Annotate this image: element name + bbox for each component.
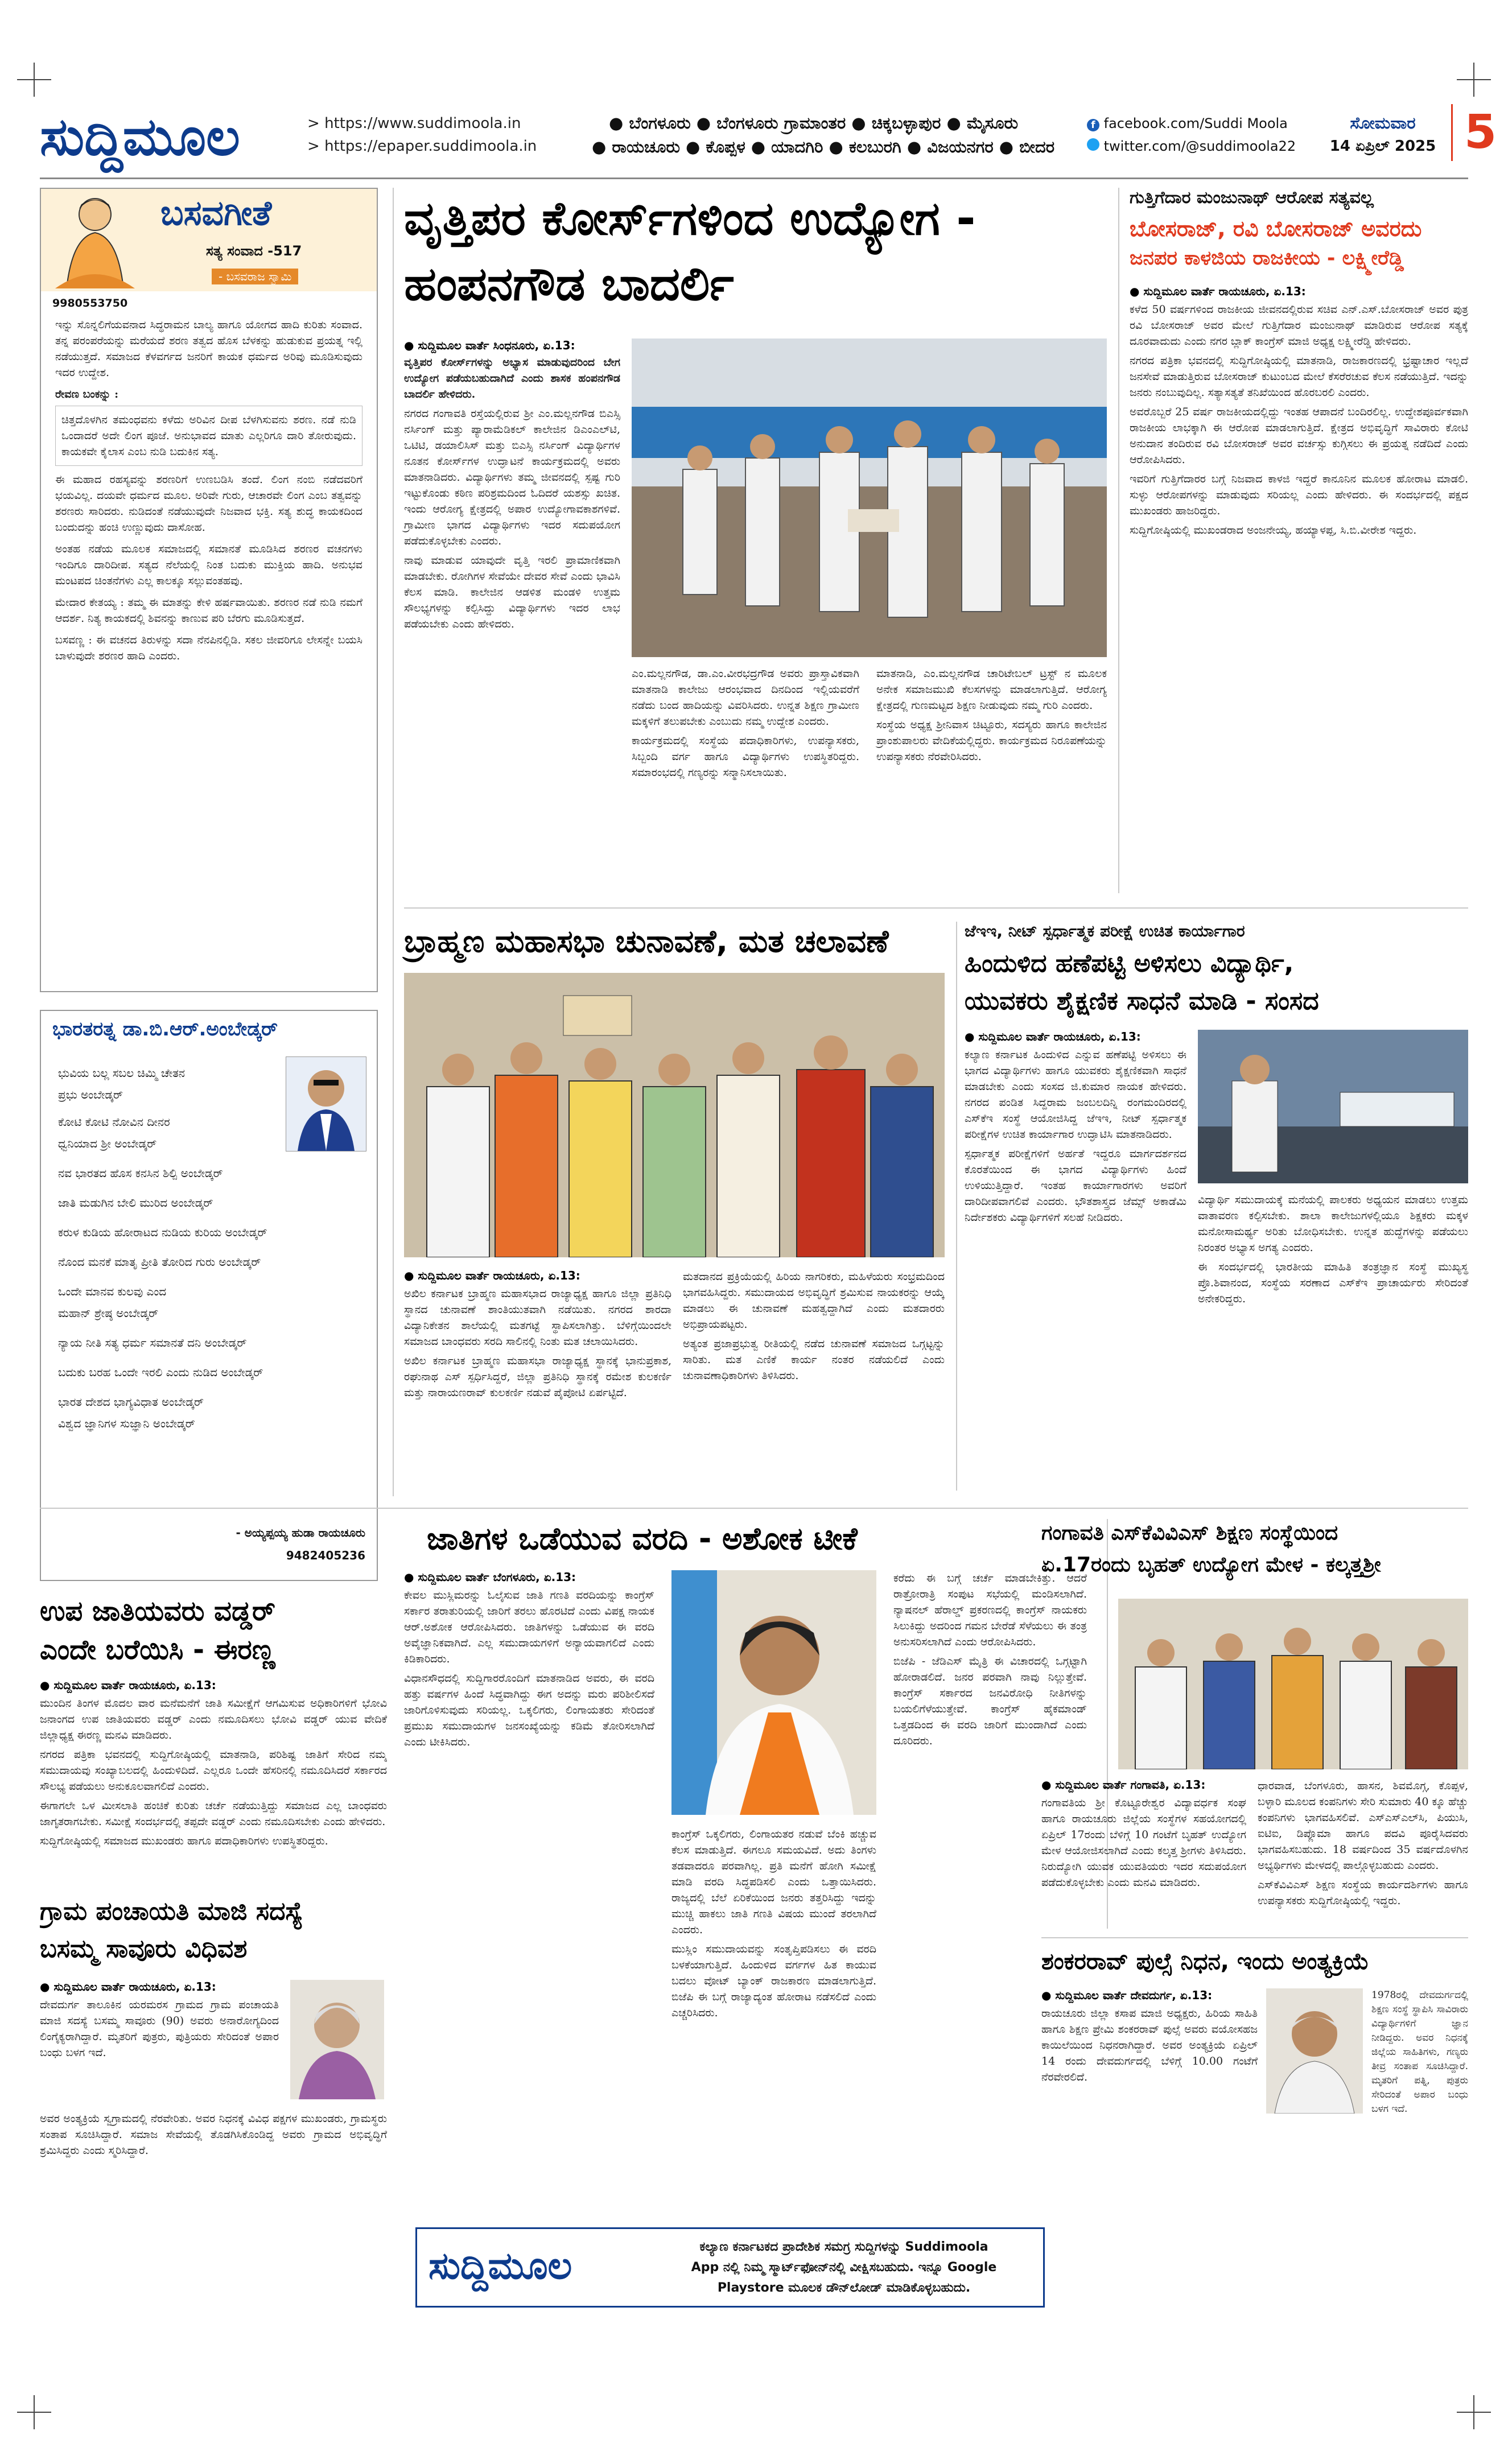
poem-line: ನೊಂದ ಮನಕೆ ಮಾತೃ ಪ್ರೀತಿ ತೋರಿದ ಗುರು ಅಂಬೇಡ್ಕರ್ <box>58 1255 261 1269</box>
jaatigala-col-2 <box>671 1826 876 2021</box>
masthead-logo: ಸುದ್ದಿಮೂಲ <box>40 106 240 167</box>
basavageete-verse: ಚಿತ್ತದೊಳಗಿನ ತಮಂಧವನು ಕಳೆದು ಅರಿವಿನ ದೀಪ ಬೆಳಗಿಸುವನು ಶರಣ. ನಡೆ ನುಡಿ ಒಂದಾದರೆ ಅದೇ ಲಿಂಗ ಪೂಜೆ. ಅನುಭಾವದ ಮಾತು ಎಲ್ಲರಿಗೂ ದಾರಿ ತೋರುವುದು. ಕಾಯಕವೇ ಕೈಲಾಸ ಎಂಬ ನುಡಿ ಬದುಕಿನ ಸತ್ಯ. <box>55 406 362 466</box>
ambedkar-poem-phone: 9482405236 <box>286 1549 365 1562</box>
body-para: ದೇವದುರ್ಗ ತಾಲೂಕಿನ ಯರಮರಸ ಗ್ರಾಮದ ಗ್ರಾಮ ಪಂಚಾಯತಿ ಮಾಜಿ ಸದಸ್ಯೆ ಬಸಮ್ಮ ಸಾವೂರು (90) ಅವರು ಅನಾರೋಗ್ಯದಿಂದ ಲಿಂಗೈಕ್ಯರಾಗಿದ್ದಾರೆ. ಮೃತರಿಗೆ ಪುತ್ರರು, ಪುತ್ರಿಯರು ಸೇರಿದಂತೆ ಅಪಾರ ಬಂಧು ಬಳಗ ಇದೆ. <box>40 1999 279 2059</box>
article-shankararao <box>1041 1946 1468 2219</box>
gutthigedara-headline-1: ಬೋಸರಾಜ್, ರವಿ ಬೋಸರಾಜ್ ಅವರದು <box>1130 216 1422 241</box>
poem-line: ಕೋಟಿ ಕೋಟಿ ನೋವಿನ ದೀನರ <box>58 1115 170 1129</box>
body-para: ಮುಸ್ಲಿಂ ಸಮುದಾಯವನ್ನು ಸಂತೃಪ್ತಿಪಡಿಸಲು ಈ ವರದಿ ಬಳಕೆಯಾಗುತ್ತಿದೆ. ಹಿಂದುಳಿದ ವರ್ಗಗಳ ಹಿತ ಕಾಯುವ ಬದಲು ವೋಟ್ ಬ್ಯಾಂಕ್ ರಾಜಕಾರಣ ಮಾಡಲಾಗುತ್ತಿದೆ. ಬಿಜೆಪಿ ಈ ಬಗ್ಗೆ ರಾಜ್ಯಾದ್ಯಂತ ಹೋರಾಟ ನಡೆಸಲಿದೆ ಎಂದು ಎಚ್ಚರಿಸಿದರು. <box>671 1943 876 2019</box>
ambedkar-poem-title: ಭಾರತರತ್ನ ಡಾ.ಬಿ.ಆರ್.ಅಂಬೇಡ್ಕರ್ <box>52 1018 278 1041</box>
issue-date-text: 14 ಏಪ್ರಿಲ್ 2025 <box>1329 138 1436 155</box>
cities-row-2: ● ರಾಯಚೂರು ● ಕೊಪ್ಪಳ ● ಯಾದಗಿರಿ ● ಕಲಬುರಗಿ ● ವಿಜಯನಗರ ● ಬೀದರ <box>592 137 1055 156</box>
ad-logo: ಸುದ್ದಿಮೂಲ <box>428 2243 572 2288</box>
poem-line: ನವ ಭಾರತದ ಹೊಸ ಕನಸಿನ ಶಿಲ್ಪಿ ಅಂಬೇಡ್ಕರ್ <box>58 1166 223 1180</box>
jaatigala-col-1 <box>404 1570 654 1750</box>
article-grama <box>40 1895 387 2224</box>
poem-line: ಪ್ರಭು ಅಂಬೇಡ್ಕರ್ <box>58 1088 123 1101</box>
body-para: ಸುದ್ದಿಗೋಷ್ಠಿಯಲ್ಲಿ ಮುಖಂಡರಾದ ಅಂಜನೇಯ್ಯ, ಹಯ್ಯಾಳಪ್ಪ, ಸಿ.ಬಿ.ವೀರೇಶ ಇದ್ದರು. <box>1130 524 1417 536</box>
neet-headline-2: ಯುವಕರು ಶೈಕ್ಷಣಿಕ ಸಾಧನೆ ಮಾಡಿ - ಸಂಸದ <box>965 987 1319 1016</box>
gutthigedara-body <box>1130 284 1468 538</box>
crop-mark <box>1457 2395 1491 2429</box>
body-para: ಕೇವಲ ಮುಸ್ಲಿಮರನ್ನು ಓಲೈಸುವ ಜಾತಿ ಗಣತಿ ವರದಿಯನ್ನು ಕಾಂಗ್ರೆಸ್ ಸರ್ಕಾರ ತರಾತುರಿಯಲ್ಲಿ ಜಾರಿಗೆ ತರಲು ಹೊರಟಿದೆ ಎಂದು ವಿಪಕ್ಷ ನಾಯಕ ಆರ್.ಅಶೋಕ ಆರೋಪಿಸಿದರು. ಜಾತಿಗಳನ್ನು ಒಡೆಯುವ ಈ ವರದಿ ಅವೈಜ್ಞಾನಿಕವಾಗಿದೆ. ಎಲ್ಲ ಸಮುದಾಯಗಳಿಗೆ ಅನ್ಯಾಯವಾಗಲಿದೆ ಎಂದು ಕಿಡಿಕಾರಿದರು. <box>404 1589 654 1665</box>
brahmana-col-1 <box>404 1269 671 1401</box>
byline: ● ಸುದ್ದಿಮೂಲ ವಾರ್ತೆ ರಾಯಚೂರು, ಏ.13: <box>965 1030 1141 1043</box>
issue-date <box>1320 111 1445 158</box>
gangavathi-photo <box>1118 1599 1468 1769</box>
body-para: ನಗರದ ಪತ್ರಿಕಾ ಭವನದಲ್ಲಿ ಸುದ್ದಿಗೋಷ್ಠಿಯಲ್ಲಿ ಮಾತನಾಡಿ, ರಾಜಕಾರಣದಲ್ಲಿ ಭ್ರಷ್ಟಾಚಾರ ಇಲ್ಲದೆ ಜನಸೇವೆ ಮಾಡುತ್ತಿರುವ ಬೋಸರಾಜ್ ಕುಟುಂಬದ ಮೇಲೆ ಕೆಸರೆರಚುವ ಕೆಲಸ ನಡೆಯುತ್ತಿದೆ. ಇದನ್ನು ಜನರು ನಂಬುವುದಿಲ್ಲ. ಸತ್ಯಾಸತ್ಯತೆ ತನಿಖೆಯಿಂದ ಹೊರಬರಲಿ ಎಂದರು. <box>1130 354 1468 399</box>
poem-line: ವಿಶ್ವದ ಜ್ಞಾನಿಗಳ ಸುಜ್ಞಾನಿ ಅಂಬೇಡ್ಕರ್ <box>58 1417 195 1430</box>
basavageete-body <box>55 317 362 664</box>
site-links <box>307 112 537 158</box>
body-para: ಅತ್ಯಂತ ಪ್ರಜಾಪ್ರಭುತ್ವ ರೀತಿಯಲ್ಲಿ ನಡೆದ ಚುನಾವಣೆ ಸಮಾಜದ ಒಗ್ಗಟ್ಟನ್ನು ಸಾರಿತು. ಮತ ಎಣಿಕೆ ಕಾರ್ಯ ನಂತರ ನಡೆಯಲಿದೆ ಎಂದು ಚುನಾವಣಾಧಿಕಾರಿಗಳು ತಿಳಿಸಿದರು. <box>683 1338 945 1382</box>
body-para: ಮತದಾನದ ಪ್ರಕ್ರಿಯೆಯಲ್ಲಿ ಹಿರಿಯ ನಾಗರಿಕರು, ಮಹಿಳೆಯರು ಸಂಭ್ರಮದಿಂದ ಭಾಗವಹಿಸಿದ್ದರು. ಸಮುದಾಯದ ಅಭಿವೃದ್ಧಿಗೆ ಶ್ರಮಿಸುವ ನಾಯಕರನ್ನು ಆಯ್ಕೆ ಮಾಡಲು ಈ ಚುನಾವಣೆ ಮಹತ್ವದ್ದಾಗಿದೆ ಎಂದು ಮತದಾರರು ಅಭಿಪ್ರಾಯಪಟ್ಟರು. <box>683 1270 945 1331</box>
column-rule <box>1118 188 1119 893</box>
body-para: ಎಸ್‌ಕೆವಿವಿಎಸ್ ಶಿಕ್ಷಣ ಸಂಸ್ಥೆಯ ಕಾರ್ಯದರ್ಶಿಗಳು ಹಾಗೂ ಉಪನ್ಯಾಸಕರು ಸುದ್ದಿಗೋಷ್ಠಿಯಲ್ಲಿ ಇದ್ದರು. <box>1258 1879 1468 1907</box>
body-para: ಮುಂದಿನ ತಿಂಗಳ ಮೊದಲ ವಾರ ಮನೆಮನೆಗೆ ಜಾತಿ ಸಮೀಕ್ಷೆಗೆ ಆಗಮಿಸುವ ಅಧಿಕಾರಿಗಳಿಗೆ ಭೋವಿ ಜನಾಂಗದ ಉಪ ಜಾತಿಯವರು ವಡ್ಡರ್ ಎಂದು ನಮೂದಿಸಲು ಭೋವಿ ವಡ್ಡರ್ ಯುವ ವೇದಿಕೆ ಜಿಲ್ಲಾಧ್ಯಕ್ಷ ಈರಣ್ಣ ಮನವಿ ಮಾಡಿದರು. <box>40 1697 387 1741</box>
vruttipara-col-3 <box>876 666 1107 765</box>
basavageete-phone: 9980553750 <box>52 297 128 309</box>
neet-headline-1: ಹಿಂದುಳಿದ ಹಣೆಪಟ್ಟಿ ಅಳಿಸಲು ವಿದ್ಯಾರ್ಥಿ, <box>965 949 1294 978</box>
basavageete-author: - ಬಸವರಾಜ ಸ್ವಾಮಿ <box>212 269 298 284</box>
poem-line: ಭಾರತ ದೇಶದ ಭಾಗ್ಯವಿಧಾತ ಅಂಬೇಡ್ಕರ್ <box>58 1395 204 1409</box>
article-jaatigala <box>404 1519 1087 2196</box>
ambedkar-poem-author: - ಅಯ್ಯಪ್ಪಯ್ಯ ಹುಡಾ ರಾಯಚೂರು <box>236 1526 365 1540</box>
body-para: ಗಂಗಾವತಿಯ ಶ್ರೀ ಕೊಟ್ಟೂರೇಶ್ವರ ವಿದ್ಯಾವರ್ಧಕ ಸಂಘ ಹಾಗೂ ರಾಯಚೂರು ಜಿಲ್ಲೆಯ ಸಂಸ್ಥೆಗಳ ಸಹಯೋಗದಲ್ಲಿ ಏಪ್ರಿಲ್ 17ರಂದು ಬೆಳಿಗ್ಗೆ 10 ಗಂಟೆಗೆ ಬೃಹತ್ ಉದ್ಯೋಗ ಮೇಳ ಆಯೋಜಿಸಲಾಗಿದೆ ಎಂದು ಕಲ್ಕತ್ತ ಶ್ರೀಗಳು ತಿಳಿಸಿದರು. ನಿರುದ್ಯೋಗಿ ಯುವಕ ಯುವತಿಯರು ಇದರ ಸದುಪಯೋಗ ಪಡೆದುಕೊಳ್ಳಬೇಕು ಎಂದು ಮನವಿ ಮಾಡಿದರು. <box>1041 1797 1246 1889</box>
ad-line: Playstore ಮೂಲಕ ಡೌನ್‌ಲೋಡ್ ಮಾಡಿಕೊಳ್ಳಬಹುದು. <box>717 2281 971 2295</box>
article-neet <box>965 922 1468 1491</box>
lead-para: ವೃತ್ತಿಪರ ಕೋರ್ಸ್‌ಗಳನ್ನು ಅಭ್ಯಾಸ ಮಾಡುವುದರಿಂದ ಬೇಗ ಉದ್ಯೋಗ ಪಡೆಯಬಹುದಾಗಿದೆ ಎಂದು ಶಾಸಕ ಹಂಪನಗೌಡ ಬಾದರ್ಲಿ ಹೇಳಿದರು. <box>404 356 620 401</box>
body-para: ಕಾರ್ಯಕ್ರಮದಲ್ಲಿ ಸಂಸ್ಥೆಯ ಪದಾಧಿಕಾರಿಗಳು, ಉಪನ್ಯಾಸಕರು, ಸಿಬ್ಬಂದಿ ವರ್ಗ ಹಾಗೂ ವಿದ್ಯಾರ್ಥಿಗಳು ಉಪಸ್ಥಿತರಿದ್ದರು. ಸಮಾರಂಭದಲ್ಲಿ ಗಣ್ಯರನ್ನು ಸನ್ಮಾನಿಸಲಾಯಿತು. <box>632 734 859 779</box>
body-para: ಸ್ಪರ್ಧಾತ್ಮಕ ಪರೀಕ್ಷೆಗಳಿಗೆ ಅರ್ಹತೆ ಇದ್ದರೂ ಮಾರ್ಗದರ್ಶನದ ಕೊರತೆಯಿಂದ ಈ ಭಾಗದ ವಿದ್ಯಾರ್ಥಿಗಳು ಹಿಂದೆ ಉಳಿಯುತ್ತಿದ್ದಾರೆ. ಇಂತಹ ಕಾರ್ಯಾಗಾರಗಳು ಅವರಿಗೆ ದಾರಿದೀಪವಾಗಲಿವೆ ಎಂದರು. ಭೌತಶಾಸ್ತ್ರದ ಜೆಮ್ಸ್ ಅಕಾಡೆಮಿ ನಿರ್ದೇಶಕರು ವಿದ್ಯಾರ್ಥಿಗಳಿಗೆ ಸಲಹೆ ನೀಡಿದರು. <box>965 1148 1186 1224</box>
byline: ● ಸುದ್ದಿಮೂಲ ವಾರ್ತೆ ದೇವದುರ್ಗ, ಏ.13: <box>1041 1988 1213 2002</box>
article-gutthigedara <box>1130 188 1468 893</box>
brahmana-headline: ಬ್ರಾಹ್ಮಣ ಮಹಾಸಭಾ ಚುನಾವಣೆ, ಮತ ಚಲಾವಣೆ <box>404 923 889 959</box>
gutthigedara-kicker: ಗುತ್ತಿಗೆದಾರ ಮಂಜುನಾಥ್ ಆರೋಪ ಸತ್ಯವಲ್ಲ <box>1130 188 1374 208</box>
social-links <box>1087 112 1296 158</box>
ambedkar-poem-lines <box>58 1062 365 1434</box>
body-para: ಮಾತನಾಡಿ, ಎಂ.ಮಲ್ಲನಗೌಡ ಚಾರಿಟೇಬಲ್ ಟ್ರಸ್ಟ್ ನ ಮೂಲಕ ಅನೇಕ ಸಮಾಜಮುಖಿ ಕೆಲಸಗಳನ್ನು ಮಾಡಲಾಗುತ್ತಿದೆ. ಆರೋಗ್ಯ ಕ್ಷೇತ್ರದಲ್ಲಿ ಗುಣಮಟ್ಟದ ಶಿಕ್ಷಣ ನೀಡುವುದು ನಮ್ಮ ಗುರಿ ಎಂದರು. <box>876 667 1107 712</box>
masthead-rule <box>40 178 1468 179</box>
article-vruttipara <box>404 188 1110 893</box>
column-rule <box>393 188 394 1496</box>
gangavathi-col-1 <box>1041 1778 1246 1891</box>
grama-photo <box>290 1980 384 2099</box>
upa-jaati-headline-2: ಎಂದೇ ಬರೆಯಿಸಿ - ಈರಣ್ಣ <box>40 1634 275 1666</box>
ambedkar-poem-box <box>40 1010 378 1581</box>
ad-line: App ನಲ್ಲಿ ನಿಮ್ಮ ಸ್ಮಾರ್ಟ್‌ಫೋನ್‌ನಲ್ಲಿ ವೀಕ್ಷಿಸಬಹುದು. ಇನ್ನೂ Google <box>691 2260 997 2275</box>
jaatigala-headline: ಜಾತಿಗಳ ಒಡೆಯುವ ವರದಿ - ಅಶೋಕ ಟೀಕೆ <box>427 1521 858 1557</box>
upa-jaati-body <box>40 1678 387 1849</box>
basavageete-para: ಬಸವಣ್ಣ : ಈ ವಚನದ ತಿರುಳನ್ನು ಸದಾ ನೆನಪಿನಲ್ಲಿಡಿ. ಸಕಲ ಜೀವರಿಗೂ ಲೇಸನ್ನೇ ಬಯಸಿ ಬಾಳುವುದೇ ಶರಣರ ಹಾದಿ ಎಂದರು. <box>55 634 362 662</box>
app-advertisement <box>415 2227 1045 2308</box>
grama-headline-2: ಬಸಮ್ಮ ಸಾವೂರು ವಿಧಿವಶ <box>40 1934 248 1963</box>
basavageete-box <box>40 188 378 992</box>
vruttipara-col-1 <box>404 339 620 632</box>
body-para: ಅವರ ಅಂತ್ಯಕ್ರಿಯೆ ಸ್ವಗ್ರಾಮದಲ್ಲಿ ನೆರವೇರಿತು. ಅವರ ನಿಧನಕ್ಕೆ ವಿವಿಧ ಪಕ್ಷಗಳ ಮುಖಂಡರು, ಗ್ರಾಮಸ್ಥರು ಸಂತಾಪ ಸೂಚಿಸಿದ್ದಾರೆ. ಸಮಾಜ ಸೇವೆಯಲ್ಲಿ ತೊಡಗಿಸಿಕೊಂಡಿದ್ದ ಅವರು ಗ್ರಾಮದ ಅಭಿವೃದ್ಧಿಗೆ ಶ್ರಮಿಸಿದ್ದರು ಎಂದು ಸ್ಮರಿಸಿದ್ದಾರೆ. <box>40 2112 387 2157</box>
basavageete-banner <box>41 189 377 291</box>
body-para: ನಗರದ ಪತ್ರಿಕಾ ಭವನದಲ್ಲಿ ಸುದ್ದಿಗೋಷ್ಠಿಯಲ್ಲಿ ಮಾತನಾಡಿ, ಪರಿಶಿಷ್ಟ ಜಾತಿಗೆ ಸೇರಿದ ನಮ್ಮ ಸಮುದಾಯವು ಸಂಖ್ಯಾಬಲದಲ್ಲಿ ಹಿಂದುಳಿದಿದೆ. ಎಲ್ಲರೂ ಒಂದೇ ಹೆಸರಿನಲ್ಲಿ ನಮೂದಿಸಿದರೆ ಸರ್ಕಾರದ ಸೌಲಭ್ಯ ಪಡೆಯಲು ಅನುಕೂಲವಾಗಲಿದೆ ಎಂದರು. <box>40 1748 387 1793</box>
article-upa-jaati <box>40 1593 387 1889</box>
upa-jaati-headline-1: ಉಪ ಜಾತಿಯವರು ವಡ್ಡರ್ <box>40 1595 275 1627</box>
section-rule <box>404 907 1468 909</box>
gangavathi-headline-2: ಏ.17ರಂದು ಬೃಹತ್ ಉದ್ಯೋಗ ಮೇಳ - ಕಲ್ಕತ್ತಶ್ರೀ <box>1041 1553 1381 1576</box>
poem-line: ಧ್ವನಿಯಾದ ಶ್ರೀ ಅಂಬೇಡ್ಕರ್ <box>58 1137 157 1150</box>
column-rule <box>956 922 957 1491</box>
facebook-link[interactable]: f facebook.com/Suddi Moola <box>1087 112 1296 135</box>
basavanna-figure <box>50 192 141 288</box>
shankararao-headline: ಶಂಕರರಾವ್ ಪುಲ್ಸೆ ನಿಧನ, ಇಂದು ಅಂತ್ಯಕ್ರಿಯೆ <box>1041 1949 1369 1975</box>
body-para: ಬಿಜೆಪಿ - ಜೆಡಿಎಸ್ ಮೈತ್ರಿ ಈ ವಿಚಾರದಲ್ಲಿ ಒಗ್ಗಟ್ಟಾಗಿ ಹೋರಾಡಲಿದೆ. ಜನರ ಪರವಾಗಿ ನಾವು ನಿಲ್ಲುತ್ತೇವೆ. ಕಾಂಗ್ರೆಸ್ ಸರ್ಕಾರದ ಜನವಿರೋಧಿ ನೀತಿಗಳನ್ನು ಬಯಲಿಗೆಳೆಯುತ್ತೇವೆ. ಕಾಂಗ್ರೆಸ್ ಹೈಕಮಾಂಡ್ ಒತ್ತಡದಿಂದ ಈ ವರದಿ ಜಾರಿಗೆ ಮುಂದಾಗಿದೆ ಎಂದು ದೂರಿದರು. <box>893 1655 1087 1747</box>
shankararao-col-2 <box>1371 1988 1468 2116</box>
basavageete-title: ಬಸವಗೀತೆ <box>160 193 272 233</box>
gangavathi-col-2 <box>1258 1778 1468 1909</box>
ad-line: ಕಲ್ಯಾಣ ಕರ್ನಾಟಕದ ಪ್ರಾದೇಶಿಕ ಸಮಗ್ರ ಸುದ್ದಿಗಳನ್ನು Suddimoola <box>699 2240 988 2254</box>
website-link[interactable]: > https://www.suddimoola.in <box>307 115 521 132</box>
byline: ● ಸುದ್ದಿಮೂಲ ವಾರ್ತೆ ರಾಯಚೂರು, ಏ.13: <box>1130 284 1306 298</box>
grama-col <box>40 1980 279 2061</box>
vruttipara-photo <box>632 339 1107 657</box>
grama-headline-1: ಗ್ರಾಮ ಪಂಚಾಯತಿ ಮಾಜಿ ಸದಸ್ಯೆ <box>40 1897 303 1926</box>
body-para: ಕರೆದು ಈ ಬಗ್ಗೆ ಚರ್ಚೆ ಮಾಡಬೇಕಿತ್ತು. ಆದರೆ ರಾತ್ರೋರಾತ್ರಿ ಸಂಪುಟ ಸಭೆಯಲ್ಲಿ ಮಂಡಿಸಲಾಗಿದೆ. ನ್ಯಾಷನಲ್ ಹೆರಾಲ್ಡ್ ಪ್ರಕರಣದಲ್ಲಿ ಕಾಂಗ್ರೆಸ್ ನಾಯಕರು ಸಿಲುಕಿದ್ದು ಅದರಿಂದ ಗಮನ ಬೇರೆಡೆ ಸೆಳೆಯಲು ಈ ತಂತ್ರ ಅನುಸರಿಸಲಾಗಿದೆ ಎಂದು ಆರೋಪಿಸಿದರು. <box>893 1572 1087 1648</box>
twitter-link[interactable]: twitter.com/@suddimoola22 <box>1087 135 1296 158</box>
gangavathi-headline-1: ಗಂಗಾವತಿ ಎಸ್‌ಕೆವಿವಿಎಸ್ ಶಿಕ್ಷಣ ಸಂಸ್ಥೆಯಿಂದ <box>1041 1521 1338 1545</box>
poem-line: ಬದುಕು ಬರಹ ಒಂದೇ ಇರಲಿ ಎಂದು ನುಡಿದ ಅಂಬೇಡ್ಕರ್ <box>58 1365 263 1379</box>
facebook-icon: f <box>1087 119 1099 131</box>
crop-mark <box>1457 63 1491 97</box>
poem-line: ಮಹಾನ್ ಶ್ರೇಷ್ಠ ಅಂಬೇಡ್ಕರ್ <box>58 1306 159 1320</box>
body-para: ಕಳೆದ 50 ವರ್ಷಗಳಿಂದ ರಾಜಕೀಯ ಜೀವನದಲ್ಲಿರುವ ಸಚಿವ ಎನ್.ಎಸ್.ಬೋಸರಾಜ್ ಅವರ ಪುತ್ರ ರವಿ ಬೋಸರಾಜ್ ಅವರ ಮೇಲೆ ಗುತ್ತಿಗೆದಾರ ಮಂಜುನಾಥ್ ಮಾಡಿರುವ ಆರೋಪ ಸತ್ಯಕ್ಕೆ ದೂರವಾದುದು ಎಂದು ನಗರ ಬ್ಲಾಕ್ ಕಾಂಗ್ರೆಸ್ ಮಾಜಿ ಅಧ್ಯಕ್ಷ ಲಕ್ಷ್ಮೀರೆಡ್ಡಿ ಹೇಳಿದರು. <box>1130 303 1468 348</box>
body-para: ಇವರಿಗೆ ಗುತ್ತಿಗೆದಾರರ ಬಗ್ಗೆ ನಿಜವಾದ ಕಾಳಜಿ ಇದ್ದರೆ ಕಾನೂನಿನ ಮೂಲಕ ಹೋರಾಟ ಮಾಡಲಿ. ಸುಳ್ಳು ಆರೋಪಗಳನ್ನು ಮಾಡುವುದು ಸರಿಯಲ್ಲ ಎಂದು ಹೇಳಿದರು. ಈ ಸಂದರ್ಭದಲ್ಲಿ ಪಕ್ಷದ ಮುಖಂಡರು ಹಾಜರಿದ್ದರು. <box>1130 473 1468 517</box>
body-para: ಈಗಾಗಲೇ ಒಳ ಮೀಸಲಾತಿ ಹಂಚಿಕೆ ಕುರಿತು ಚರ್ಚೆ ನಡೆಯುತ್ತಿದ್ದು ಸಮಾಜದ ಎಲ್ಲ ಬಾಂಧವರು ಜಾಗೃತರಾಗಬೇಕು. ಸಮೀಕ್ಷೆ ಸಂದರ್ಭದಲ್ಲಿ ತಪ್ಪದೇ ವಡ್ಡರ್ ಎಂದು ನಮೂದಿಸಬೇಕು ಎಂದು ಹೇಳಿದರು. <box>40 1799 387 1828</box>
crop-mark <box>17 63 51 97</box>
neet-col-1 <box>965 1030 1186 1225</box>
body-para: ಕಾಂಗ್ರೆಸ್ ಒಕ್ಕಲಿಗರು, ಲಿಂಗಾಯತರ ನಡುವೆ ಬೆಂಕಿ ಹಚ್ಚುವ ಕೆಲಸ ಮಾಡುತ್ತಿದೆ. ಈಗಲೂ ಸಮಯವಿದೆ. ಅದು ತಿಂಗಳು ತಡವಾದರೂ ಪರವಾಗಿಲ್ಲ. ಪ್ರತಿ ಮನೆಗೆ ಹೋಗಿ ಸಮೀಕ್ಷೆ ಮಾಡಿ ವರದಿ ಸಿದ್ಧಪಡಿಸಲಿ ಎಂದು ಒತ್ತಾಯಿಸಿದರು. ರಾಜ್ಯದಲ್ಲಿ ಬೆಲೆ ಏರಿಕೆಯಿಂದ ಜನರು ತತ್ತರಿಸಿದ್ದು ಇದನ್ನು ಮುಚ್ಚಿ ಹಾಕಲು ಜಾತಿ ಗಣತಿ ವಿಷಯ ಮುಂದೆ ತರಲಾಗಿದೆ ಎಂದರು. <box>671 1828 876 1936</box>
jaatigala-photo <box>671 1570 876 1815</box>
body-para: ನಾವು ಮಾಡುವ ಯಾವುದೇ ವೃತ್ತಿ ಇರಲಿ ಪ್ರಾಮಾಣಿಕವಾಗಿ ಮಾಡಬೇಕು. ರೋಗಿಗಳ ಸೇವೆಯೇ ದೇವರ ಸೇವೆ ಎಂದು ಭಾವಿಸಿ ಕೆಲಸ ಮಾಡಿ. ಕಾಲೇಜಿನ ಆಡಳಿತ ಮಂಡಳಿ ಉತ್ತಮ ಸೌಲಭ್ಯಗಳನ್ನು ಕಲ್ಪಿಸಿದ್ದು ವಿದ್ಯಾರ್ಥಿಗಳು ಇದರ ಲಾಭ ಪಡೆಯಬೇಕು ಎಂದು ಹೇಳಿದರು. <box>404 554 620 630</box>
section-rule <box>40 1508 1468 1509</box>
brahmana-col-2 <box>683 1269 945 1384</box>
vruttipara-col-2 <box>632 666 859 781</box>
body-para: ವಿಧಾನಸೌಧದಲ್ಲಿ ಸುದ್ದಿಗಾರರೊಂದಿಗೆ ಮಾತನಾಡಿದ ಅವರು, ಈ ವರದಿ ಹತ್ತು ವರ್ಷಗಳ ಹಿಂದೆ ಸಿದ್ಧವಾಗಿದ್ದು ಈಗ ಅದನ್ನು ಮರು ಪರಿಶೀಲಿಸದೆ ಜಾರಿಗೊಳಿಸುವುದು ಸರಿಯಲ್ಲ. ಒಕ್ಕಲಿಗರು, ಲಿಂಗಾಯತರು ಸೇರಿದಂತೆ ಪ್ರಮುಖ ಸಮುದಾಯಗಳ ಜನಸಂಖ್ಯೆಯನ್ನು ಕಡಿಮೆ ತೋರಿಸಲಾಗಿದೆ ಎಂದು ಟೀಕಿಸಿದರು. <box>404 1672 654 1748</box>
byline: ● ಸುದ್ದಿಮೂಲ ವಾರ್ತೆ ಸಿಂಧನೂರು, ಏ.13: <box>404 339 575 352</box>
vruttipara-headline-1: ವೃತ್ತಿಪರ ಕೋರ್ಸ್‌ಗಳಿಂದ ಉದ್ಯೋಗ - <box>404 192 976 246</box>
neet-photo <box>1198 1030 1468 1183</box>
neet-col-2 <box>1198 1192 1468 1307</box>
poem-line: ಕರುಳ ಕುಡಿಯ ಹೋರಾಟದ ನುಡಿಯ ಕುರಿಯ ಅಂಬೇಡ್ಕರ್ <box>58 1225 267 1239</box>
page-number: 5 <box>1451 104 1497 161</box>
poem-line: ನ್ಯಾಯ ನೀತಿ ಸತ್ಯ ಧರ್ಮ ಸಮಾನತೆ ದನಿ ಅಂಬೇಡ್ಕರ್ <box>58 1336 247 1349</box>
grama-col-full <box>40 2111 387 2158</box>
poem-line: ಜಾತಿ ಮಡುಗಿನ ಬೇಲಿ ಮುರಿದ ಅಂಬೇಡ್ಕರ್ <box>58 1196 213 1210</box>
body-para: ಅಖಿಲ ಕರ್ನಾಟಕ ಬ್ರಾಹ್ಮಣ ಮಹಾಸಭಾದ ರಾಜ್ಯಾಧ್ಯಕ್ಷ ಹಾಗೂ ಜಿಲ್ಲಾ ಪ್ರತಿನಿಧಿ ಸ್ಥಾನದ ಚುನಾವಣೆ ಶಾಂತಿಯುತವಾಗಿ ನಡೆಯಿತು. ನಗರದ ಶಾರದಾ ವಿದ್ಯಾನಿಕೇತನ ಶಾಲೆಯಲ್ಲಿ ಮತಗಟ್ಟೆ ಸ್ಥಾಪಿಸಲಾಗಿತ್ತು. ಬೆಳಿಗ್ಗೆಯಿಂದಲೇ ಸಮಾಜದ ಬಾಂಧವರು ಸರದಿ ಸಾಲಿನಲ್ಲಿ ನಿಂತು ಮತ ಚಲಾಯಿಸಿದರು. <box>404 1287 671 1348</box>
poem-line: ಭುವಿಯ ಬಲ್ಲ ಸಬಲ ಚಿಮ್ಮಿ ಚೇತನ <box>58 1066 185 1080</box>
body-para: ನಗರದ ಗಂಗಾವತಿ ರಸ್ತೆಯಲ್ಲಿರುವ ಶ್ರೀ ಎಂ.ಮಲ್ಲನಗೌಡ ಬಿಎಸ್ಸಿ ನರ್ಸಿಂಗ್ ಮತ್ತು ಪ್ಯಾರಾಮೆಡಿಕಲ್ ಕಾಲೇಜಿನ ಡಿಎಂಎಲ್‌ಟಿ, ಒಟಿಟಿ, ಡಯಾಲಿಸಿಸ್ ಮತ್ತು ಬಿಎಸ್ಸಿ ನರ್ಸಿಂಗ್ ವಿದ್ಯಾರ್ಥಿಗಳ ನೂತನ ಕೋರ್ಸ್‌ಗಳ ಉದ್ಘಾಟನೆ ಕಾರ್ಯಕ್ರಮದಲ್ಲಿ ಅವರು ಮಾತನಾಡಿದರು. ವಿದ್ಯಾರ್ಥಿಗಳು ತಮ್ಮ ಜೀವನದಲ್ಲಿ ಸ್ಪಷ್ಟ ಗುರಿ ಇಟ್ಟುಕೊಂಡು ಕಠಿಣ ಪರಿಶ್ರಮದಿಂದ ಓದಿದರೆ ಯಶಸ್ಸು ಖಚಿತ. ಇಂದು ಆರೋಗ್ಯ ಕ್ಷೇತ್ರದಲ್ಲಿ ಅಪಾರ ಉದ್ಯೋಗಾವಕಾಶಗಳಿವೆ. ಗ್ರಾಮೀಣ ಭಾಗದ ವಿದ್ಯಾರ್ಥಿಗಳು ಇದರ ಸದುಪಯೋಗ ಪಡೆದುಕೊಳ್ಳಬೇಕು ಎಂದರು. <box>404 407 620 547</box>
shankararao-photo <box>1266 1988 1363 2114</box>
gutthigedara-headline-2: ಜನಪರ ಕಾಳಜಿಯ ರಾಜಕೀಯ - ಲಕ್ಷ್ಮೀರೆಡ್ಡಿ <box>1130 247 1404 270</box>
body-para: ಈ ಸಂದರ್ಭದಲ್ಲಿ ಭಾರತೀಯ ಮಾಹಿತಿ ತಂತ್ರಜ್ಞಾನ ಸಂಸ್ಥೆ ಮುಖ್ಯಸ್ಥ ಪ್ರೊ.ಶಿವಾನಂದ, ಸಂಸ್ಥೆಯ ಸರಣಾದ ಎಸ್‌ಕೆಇ ಪ್ರಾಚಾರ್ಯರು ಸೇರಿದಂತೆ ಅನೇಕರಿದ್ದರು. <box>1198 1261 1468 1305</box>
body-para: 1978ರಲ್ಲಿ ದೇವದುರ್ಗದಲ್ಲಿ ಶಿಕ್ಷಣ ಸಂಸ್ಥೆ ಸ್ಥಾಪಿಸಿ ಸಾವಿರಾರು ವಿದ್ಯಾರ್ಥಿಗಳಿಗೆ ಜ್ಞಾನ ನೀಡಿದ್ದರು. ಅವರ ನಿಧನಕ್ಕೆ ಜಿಲ್ಲೆಯ ಸಾಹಿತಿಗಳು, ಗಣ್ಯರು ತೀವ್ರ ಸಂತಾಪ ಸೂಚಿಸಿದ್ದಾರೆ. ಮೃತರಿಗೆ ಪತ್ನಿ, ಪುತ್ರರು ಸೇರಿದಂತೆ ಅಪಾರ ಬಂಧು ಬಳಗ ಇದೆ. <box>1371 1990 1468 2115</box>
basavageete-para: ಮೇದಾರ ಕೇತಯ್ಯ : ತಮ್ಮ ಈ ಮಾತನ್ನು ಕೇಳಿ ಹರ್ಷವಾಯಿತು. ಶರಣರ ನಡೆ ನುಡಿ ನಮಗೆ ಆದರ್ಶ. ನಿತ್ಯ ಕಾಯಕದಲ್ಲಿ ಶಿವನನ್ನು ಕಾಣುವ ಪರಿ ಬೆರಗು ಮೂಡಿಸುತ್ತದೆ. <box>55 596 362 625</box>
basavageete-para: ಇನ್ನು ಸೊನ್ನಲಿಗೆಯವನಾದ ಸಿದ್ಧರಾಮನ ಬಾಲ್ಯ ಹಾಗೂ ಯೋಗದ ಹಾದಿ ಕುರಿತು ಸಂವಾದ. ತನ್ನ ಪರಂಪರೆಯನ್ನು ಮರೆಯದೆ ಶರಣ ತತ್ವದ ಹೊಸ ಬೆಳಕನ್ನು ಹುಡುಕುವ ಪ್ರಯತ್ನ ಇಲ್ಲಿ ನಡೆಯುತ್ತದೆ. ಸಮಾಜದ ಕೆಳವರ್ಗದ ಜನರಿಗೆ ಕಾಯಕ ಧರ್ಮದ ಅರಿವು ಮೂಡಿಸುವುದು ಇದರ ಉದ್ದೇಶ. <box>55 319 362 379</box>
crop-mark <box>17 2395 51 2429</box>
neet-kicker: ಜೆಇಇ, ನೀಟ್ ಸ್ಪರ್ಧಾತ್ಮಕ ಪರೀಕ್ಷೆ ಉಚಿತ ಕಾರ್ಯಾಗಾರ <box>965 922 1245 940</box>
poem-line: ಒಂದೇ ಮಾನವ ಕುಲವು ಎಂದ <box>58 1285 167 1298</box>
cities-row-1: ● ಬೆಂಗಳೂರು ● ಬೆಂಗಳೂರು ಗ್ರಾಮಾಂತರ ● ಚಿಕ್ಕಬಳ್ಳಾಪುರ ● ಮೈಸೂರು <box>609 113 1019 133</box>
masthead <box>40 100 1497 179</box>
section-rule <box>1041 1937 1468 1938</box>
body-para: ಅಖಿಲ ಕರ್ನಾಟಕ ಬ್ರಾಹ್ಮಣ ಮಹಾಸಭಾ ರಾಜ್ಯಾಧ್ಯಕ್ಷ ಸ್ಥಾನಕ್ಕೆ ಭಾನುಪ್ರಕಾಶ, ರಘುನಾಥ ಎಸ್ ಸ್ಪರ್ಧಿಸಿದ್ದರೆ, ಜಿಲ್ಲಾ ಪ್ರತಿನಿಧಿ ಸ್ಥಾನಕ್ಕೆ ರಮೇಶ ಕುಲಕರ್ಣಿ ಮತ್ತು ನಾರಾಯಣರಾವ್ ಕುಲಕರ್ಣಿ ನಡುವೆ ಪೈಪೋಟಿ ಏರ್ಪಟ್ಟಿದೆ. <box>404 1355 671 1399</box>
body-para: ಧಾರವಾಡ, ಬೆಂಗಳೂರು, ಹಾಸನ, ಶಿವಮೊಗ್ಗ, ಕೊಪ್ಪಳ, ಬಳ್ಳಾರಿ ಮೂಲದ ಕಂಪನಿಗಳು ಸೇರಿ ಸುಮಾರು 40 ಕ್ಕೂ ಹೆಚ್ಚು ಕಂಪನಿಗಳು ಭಾಗವಹಿಸಲಿವೆ. ಎಸ್‌ಎಸ್‌ಎಲ್‌ಸಿ, ಪಿಯುಸಿ, ಐಟಿಐ, ಡಿಪ್ಲೊಮಾ ಹಾಗೂ ಪದವಿ ಪೂರೈಸಿದವರು ಭಾಗವಹಿಸಬಹುದು. 18 ವರ್ಷದಿಂದ 35 ವರ್ಷದೊಳಗಿನ ಅಭ್ಯರ್ಥಿಗಳು ಮೇಳದಲ್ಲಿ ಪಾಲ್ಗೊಳ್ಳಬಹುದು ಎಂದರು. <box>1258 1780 1468 1872</box>
epaper-link[interactable]: > https://epaper.suddimoola.in <box>307 138 537 155</box>
issue-day: ಸೋಮವಾರ <box>1350 113 1416 133</box>
byline: ● ಸುದ್ದಿಮೂಲ ವಾರ್ತೆ ರಾಯಚೂರು, ಏ.13: <box>404 1269 580 1282</box>
body-para: ಕಲ್ಯಾಣ ಕರ್ನಾಟಕ ಹಿಂದುಳಿದ ಎನ್ನುವ ಹಣೆಪಟ್ಟಿ ಅಳಿಸಲು ಈ ಭಾಗದ ವಿದ್ಯಾರ್ಥಿಗಳು ಹಾಗೂ ಯುವಕರು ಶೈಕ್ಷಣಿಕವಾಗಿ ಸಾಧನೆ ಮಾಡಬೇಕು ಎಂದು ಸಂಸದ ಜಿ.ಕುಮಾರ ನಾಯಕ ಹೇಳಿದರು. ನಗರದ ಪಂಡಿತ ಸಿದ್ದರಾಮ ಜಂಬಲದಿನ್ನಿ ರಂಗಮಂದಿರದಲ್ಲಿ ಎಸ್‌ಕೆಇ ಸಂಸ್ಥೆ ಆಯೋಜಿಸಿದ್ದ ಜೆಇಇ, ನೀಟ್ ಸ್ಪರ್ಧಾತ್ಮಕ ಪರೀಕ್ಷೆಗಳ ಉಚಿತ ಕಾರ್ಯಾಗಾರ ಉದ್ಘಾಟಿಸಿ ಮಾತನಾಡಿದರು. <box>965 1049 1186 1141</box>
body-para: ಎಂ.ಮಲ್ಲನಗೌಡ, ಡಾ.ಎಂ.ವೀರಭದ್ರಗೌಡ ಅವರು ಪ್ರಾಸ್ತಾವಿಕವಾಗಿ ಮಾತನಾಡಿ ಕಾಲೇಜು ಆರಂಭವಾದ ದಿನದಿಂದ ಇಲ್ಲಿಯವರೆಗೆ ನಡೆದು ಬಂದ ಹಾದಿಯನ್ನು ವಿವರಿಸಿದರು. ಉನ್ನತ ಶಿಕ್ಷಣ ಗ್ರಾಮೀಣ ಮಕ್ಕಳಿಗೆ ತಲುಪಬೇಕು ಎಂಬುದು ನಮ್ಮ ಉದ್ದೇಶ ಎಂದರು. <box>632 667 859 728</box>
brahmana-photo <box>404 973 945 1257</box>
basavageete-para: ಅಂತಹ ನಡೆಯ ಮೂಲಕ ಸಮಾಜದಲ್ಲಿ ಸಮಾನತೆ ಮೂಡಿಸಿದ ಶರಣರ ವಚನಗಳು ಇಂದಿಗೂ ದಾರಿದೀಪ. ಸತ್ಯದ ನೆಲೆಯಲ್ಲಿ ನಿಂತ ಬದುಕು ಮುಕ್ತಿಯ ಹಾದಿ. ಅನುಭವ ಮಂಟಪದ ಚಿಂತನೆಗಳು ಎಲ್ಲ ಕಾಲಕ್ಕೂ ಸಲ್ಲುವಂತಹವು. <box>55 543 362 587</box>
body-para: ಅವರೊಬ್ಬರೆ 25 ವರ್ಷ ರಾಜಕೀಯದಲ್ಲಿದ್ದು ಇಂತಹ ಆಪಾದನೆ ಬಂದಿರಲಿಲ್ಲ. ಉದ್ದೇಶಪೂರ್ವಕವಾಗಿ ರಾಜಕೀಯ ಲಾಭಕ್ಕಾಗಿ ಈ ಆರೋಪ ಮಾಡಲಾಗುತ್ತಿದೆ. ಕ್ಷೇತ್ರದ ಅಭಿವೃದ್ಧಿಗೆ ಸಾವಿರಾರು ಕೋಟಿ ಅನುದಾನ ತಂದಿರುವ ರವಿ ಬೋಸರಾಜ್ ಅವರ ವರ್ಚಸ್ಸು ಕುಗ್ಗಿಸಲು ಈ ಪ್ರಯತ್ನ ನಡೆದಿದೆ ಎಂದು ಆರೋಪಿಸಿದರು. <box>1130 406 1468 466</box>
body-para: ರಾಯಚೂರು ಜಿಲ್ಲಾ ಕಸಾಪ ಮಾಜಿ ಅಧ್ಯಕ್ಷರು, ಹಿರಿಯ ಸಾಹಿತಿ ಹಾಗೂ ಶಿಕ್ಷಣ ಪ್ರೇಮಿ ಶಂಕರರಾವ್ ಪುಲ್ಸೆ ಅವರು ವಯೋಸಹಜ ಕಾಯಿಲೆಯಿಂದ ನಿಧನರಾಗಿದ್ದಾರೆ. ಅವರ ಅಂತ್ಯಕ್ರಿಯೆ ಏಪ್ರಿಲ್ 14 ರಂದು ದೇವದುರ್ಗದಲ್ಲಿ ಬೆಳಿಗ್ಗೆ 10.00 ಗಂಟೆಗೆ ನೆರವೇರಲಿದೆ. <box>1041 2007 1258 2083</box>
byline: ● ಸುದ್ದಿಮೂಲ ವಾರ್ತೆ ರಾಯಚೂರು, ಏ.13: <box>40 1980 216 1994</box>
body-para: ಸಂಸ್ಥೆಯ ಅಧ್ಯಕ್ಷ ಶ್ರೀನಿವಾಸ ಚಿಟ್ಟೂರು, ಸದಸ್ಯರು ಹಾಗೂ ಕಾಲೇಜಿನ ಪ್ರಾಂಶುಪಾಲರು ವೇದಿಕೆಯಲ್ಲಿದ್ದರು. ಕಾರ್ಯಕ್ರಮದ ನಿರೂಪಣೆಯನ್ನು ಉಪನ್ಯಾಸಕರು ನೆರವೇರಿಸಿದರು. <box>876 719 1107 763</box>
basavageete-para: ಈ ಮಹಾದ ರಹಸ್ಯವನ್ನು ಶರಣರಿಗೆ ಉಣಬಡಿಸಿ ತಂದೆ. ಲಿಂಗ ನಂಬಿ ನಡೆದವರಿಗೆ ಭಯವಿಲ್ಲ. ದಯವೇ ಧರ್ಮದ ಮೂಲ. ಅರಿವೇ ಗುರು, ಆಚಾರವೇ ಲಿಂಗ ಎಂಬ ತತ್ವವನ್ನು ಶರಣರು ಸಾರಿದರು. ನುಡಿದಂತೆ ನಡೆಯುವುದೇ ನಿಜವಾದ ಭಕ್ತಿ. ಸತ್ಯ ಶುದ್ಧ ಕಾಯಕದಿಂದ ಬಂದುದನ್ನು ಹಂಚಿ ಉಣ್ಣುವುದು ದಾಸೋಹ. <box>55 473 362 534</box>
body-para: ಸುದ್ದಿಗೋಷ್ಠಿಯಲ್ಲಿ ಸಮಾಜದ ಮುಖಂಡರು ಹಾಗೂ ಪದಾಧಿಕಾರಿಗಳು ಉಪಸ್ಥಿತರಿದ್ದರು. <box>40 1835 328 1847</box>
body-para: ವಿದ್ಯಾರ್ಥಿ ಸಮುದಾಯಕ್ಕೆ ಮನೆಯಲ್ಲಿ ಪಾಲಕರು ಅಧ್ಯಯನ ಮಾಡಲು ಉತ್ತಮ ವಾತಾವರಣ ಕಲ್ಪಿಸಬೇಕು. ಶಾಲಾ ಕಾಲೇಜುಗಳಲ್ಲಿಯೂ ಶಿಕ್ಷಕರು ಮಕ್ಕಳ ಮನೋಸಾಮರ್ಥ್ಯ ಅರಿತು ಬೋಧಿಸಬೇಕು. ಉನ್ನತ ಹುದ್ದೆಗಳನ್ನು ಪಡೆಯಲು ನಿರಂತರ ಅಭ್ಯಾಸ ಅಗತ್ಯ ಎಂದರು. <box>1198 1194 1468 1254</box>
ad-text <box>656 2237 1032 2298</box>
basavageete-subtitle: ಸತ್ಯ ಸಂವಾದ -517 <box>206 243 302 259</box>
basavageete-subhead: ರೇವಣ ಬಂಕನ್ನು : <box>55 388 119 401</box>
byline: ● ಸುದ್ದಿಮೂಲ ವಾರ್ತೆ ಗಂಗಾವತಿ, ಏ.13: <box>1041 1778 1206 1792</box>
byline: ● ಸುದ್ದಿಮೂಲ ವಾರ್ತೆ ರಾಯಚೂರು, ಏ.13: <box>40 1678 216 1692</box>
shankararao-col-1 <box>1041 1988 1258 2085</box>
twitter-icon <box>1087 138 1099 151</box>
byline: ● ಸುದ್ದಿಮೂಲ ವಾರ್ತೆ ಬೆಂಗಳೂರು, ಏ.13: <box>404 1570 576 1584</box>
vruttipara-headline-2: ಹಂಪನಗೌಡ ಬಾದರ್ಲಿ <box>404 257 734 311</box>
